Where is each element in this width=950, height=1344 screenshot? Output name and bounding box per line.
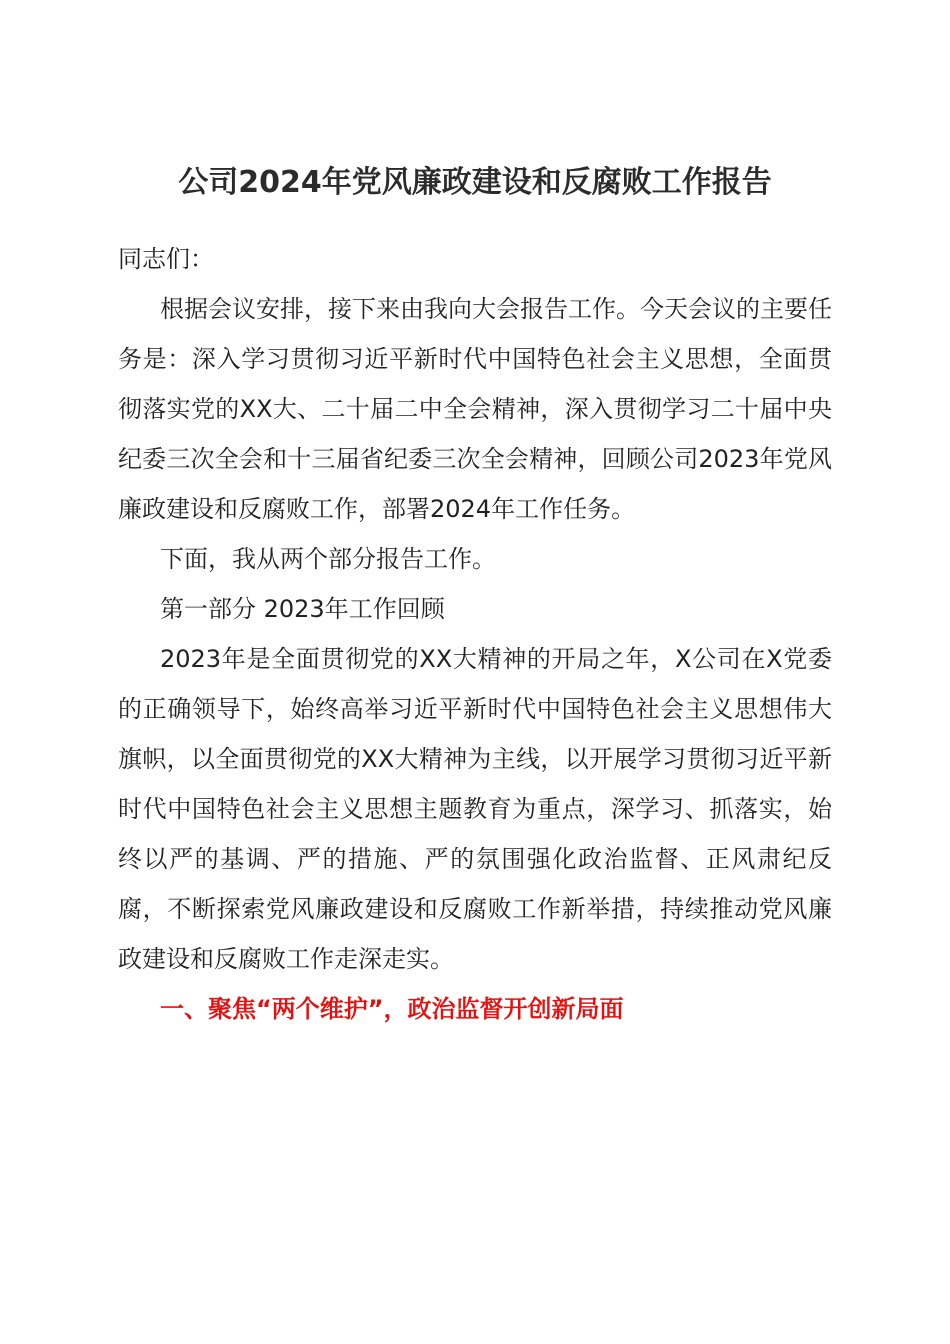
paragraph-meeting-tasks: 根据会议安排，接下来由我向大会报告工作。今天会议的主要任务是：深入学习贯彻习近平新时代中国特色社会主义思想，全面贯彻落实党的XX大、二十届二中全会精神，深入贯彻学习二十届中央纪委三次全会和十三届省纪委三次全会精神，回顾公司2023年党风廉政建设和反腐败工作，部署2024年工作任务。 xyxy=(118,295,832,523)
paragraph-2023-review: 2023年是全面贯彻党的XX大精神的开局之年，X公司在X党委的正确领导下，始终高举习近平新时代中国特色社会主义思想伟大旗帜，以全面贯彻党的XX大精神为主线，以开展学习贯彻习近平新时代中国特色社会主义思想主题教育为重点，深学习、抓落实，始终以严的基调、严的措施、严的氛围强化政治监督、正风肃纪反腐，不断探索党风廉政建设和反腐败工作新举措，持续推动党风廉政建设和反腐败工作走深走实。 xyxy=(118,645,832,973)
section-heading-political-supervision: 一、聚焦“两个维护”，政治监督开创新局面 xyxy=(160,995,624,1023)
document-body xyxy=(118,158,832,1034)
paragraph-report-outline: 下面，我从两个部分报告工作。 xyxy=(160,545,496,573)
part-one-heading: 第一部分 2023年工作回顾 xyxy=(160,595,445,623)
salutation: 同志们： xyxy=(118,245,214,273)
document-title: 公司2024年党风廉政建设和反腐败工作报告 xyxy=(178,165,772,200)
